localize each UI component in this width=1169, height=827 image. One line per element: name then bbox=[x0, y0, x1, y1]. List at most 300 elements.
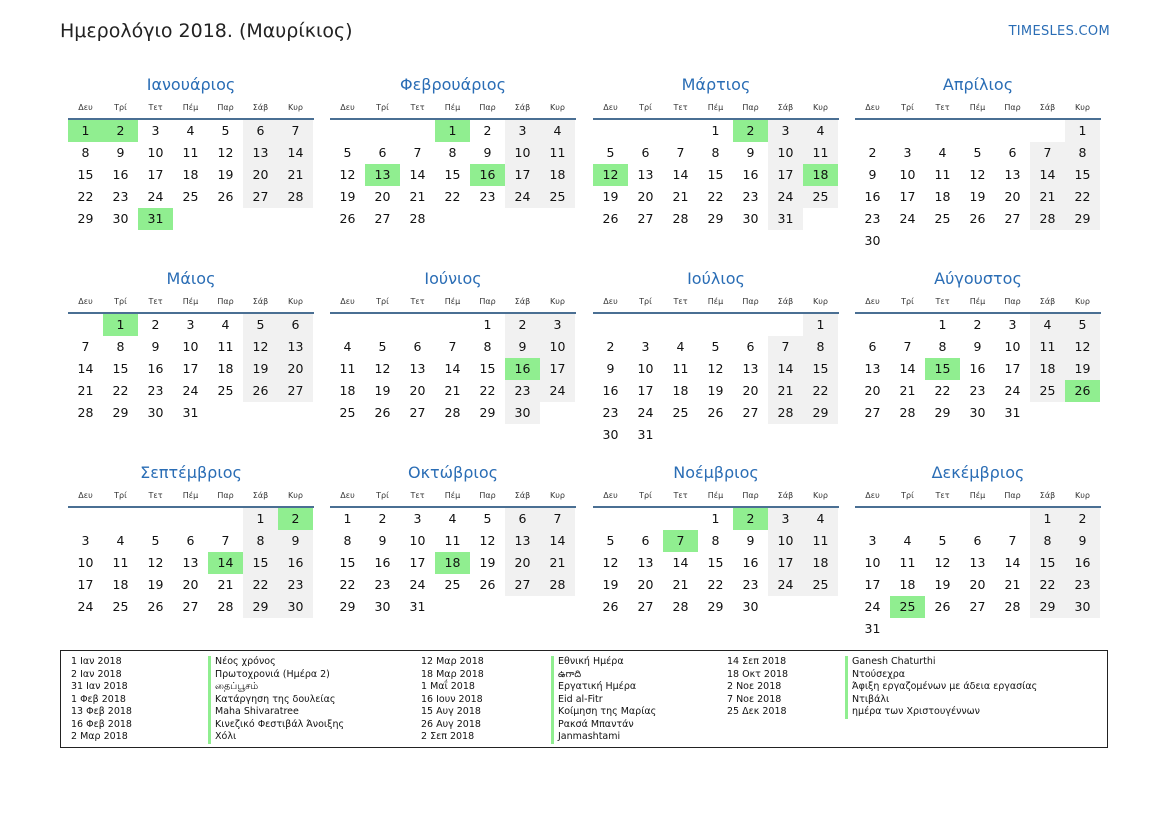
day-cell: 26 bbox=[147, 599, 164, 614]
weekday-label: Δευ bbox=[340, 491, 355, 500]
day-cell: 4 bbox=[343, 339, 352, 354]
day-cell: 5 bbox=[938, 533, 947, 548]
empty-day-cell bbox=[768, 424, 803, 446]
day-cell: 3 bbox=[151, 123, 160, 138]
day-cell: 16 bbox=[969, 361, 986, 376]
month-name: Νοέμβριος bbox=[673, 463, 759, 482]
weekend-day-cell: 6 bbox=[278, 314, 313, 336]
day-cell: 12 bbox=[969, 167, 986, 182]
weekday-label: Πέμ bbox=[707, 297, 724, 306]
weekend-day-cell: 8 bbox=[1030, 530, 1065, 552]
day-cell: 28 bbox=[77, 405, 94, 420]
day-cell: 8 bbox=[343, 533, 352, 548]
day-cell: 22 bbox=[339, 577, 356, 592]
day-cell: 8 bbox=[711, 145, 720, 160]
week-row bbox=[68, 164, 314, 186]
day-cell: 30 bbox=[969, 405, 986, 420]
month-days bbox=[855, 120, 1101, 252]
holiday-day-cell: 25 bbox=[890, 596, 925, 618]
weekday-label: Πέμ bbox=[969, 491, 986, 500]
weekend-day-cell: 6 bbox=[505, 508, 540, 530]
month-calendar bbox=[330, 460, 576, 618]
month-days bbox=[330, 314, 576, 424]
week-row bbox=[855, 552, 1101, 574]
empty-day-cell bbox=[173, 508, 208, 530]
day-cell: 14 bbox=[672, 555, 689, 570]
weekend-day-cell: 9 bbox=[278, 530, 313, 552]
empty-day-cell bbox=[208, 208, 243, 230]
day-cell: 14 bbox=[1004, 555, 1021, 570]
day-cell: 10 bbox=[637, 361, 654, 376]
weekend-day-cell: 14 bbox=[278, 142, 313, 164]
week-row bbox=[330, 552, 576, 574]
weekday-label: Κυρ bbox=[1075, 103, 1090, 112]
weekday-label: Παρ bbox=[479, 491, 496, 500]
holiday-name: Εθνική Ημέρα bbox=[551, 656, 656, 669]
day-cell: 12 bbox=[934, 555, 951, 570]
weekday-label: Δευ bbox=[865, 103, 880, 112]
week-row bbox=[855, 402, 1101, 424]
empty-day-cell bbox=[1065, 230, 1100, 252]
holiday-dates-col-2 bbox=[421, 656, 484, 744]
day-cell: 30 bbox=[112, 211, 129, 226]
day-cell: 16 bbox=[742, 167, 759, 182]
day-cell: 31 bbox=[1004, 405, 1021, 420]
empty-day-cell bbox=[890, 230, 925, 252]
empty-day-cell bbox=[733, 424, 768, 446]
holiday-date: 16 Φεβ 2018 bbox=[71, 718, 132, 730]
weekend-day-cell: 3 bbox=[505, 120, 540, 142]
holiday-date: 12 Μαρ 2018 bbox=[421, 656, 484, 667]
day-cell: 5 bbox=[606, 533, 615, 548]
day-cell: 24 bbox=[637, 405, 654, 420]
month-days bbox=[855, 508, 1101, 640]
empty-day-cell bbox=[435, 314, 470, 336]
day-cell: 27 bbox=[864, 405, 881, 420]
day-cell: 13 bbox=[1004, 167, 1021, 182]
weekend-day-cell: 13 bbox=[278, 336, 313, 358]
month-name: Φεβρουάριος bbox=[400, 75, 506, 94]
weekday-label: Σάβ bbox=[777, 491, 794, 500]
weekend-day-cell: 22 bbox=[1065, 186, 1100, 208]
day-cell: 23 bbox=[742, 577, 759, 592]
weekend-day-cell: 29 bbox=[243, 596, 278, 618]
weekday-label: Δευ bbox=[340, 103, 355, 112]
day-cell: 9 bbox=[746, 533, 755, 548]
weekday-label: Τετ bbox=[935, 103, 950, 112]
holiday-date: 15 Αυγ 2018 bbox=[421, 706, 481, 717]
empty-day-cell bbox=[1030, 618, 1065, 640]
holiday-list bbox=[60, 650, 1108, 748]
day-cell: 5 bbox=[151, 533, 160, 548]
day-cell: 24 bbox=[409, 577, 426, 592]
weekend-day-cell: 8 bbox=[243, 530, 278, 552]
day-cell: 27 bbox=[374, 211, 391, 226]
weekend-day-cell: 7 bbox=[540, 508, 575, 530]
holiday-date: 13 Φεβ 2018 bbox=[71, 706, 132, 717]
month-days bbox=[593, 508, 839, 618]
day-cell: 17 bbox=[637, 383, 654, 398]
month-days bbox=[855, 314, 1101, 424]
day-cell: 25 bbox=[339, 405, 356, 420]
month-calendar bbox=[593, 72, 839, 230]
week-row bbox=[68, 596, 314, 618]
holiday-day-cell: 16 bbox=[470, 164, 505, 186]
weekday-label: Πέμ bbox=[444, 103, 461, 112]
weekday-label: Δευ bbox=[865, 297, 880, 306]
weekday-label: Παρ bbox=[742, 103, 759, 112]
day-cell: 13 bbox=[742, 361, 759, 376]
day-cell: 3 bbox=[81, 533, 90, 548]
month-calendar bbox=[593, 266, 839, 446]
empty-day-cell bbox=[470, 208, 505, 230]
week-row bbox=[855, 618, 1101, 640]
holiday-name: Νέος χρόνος bbox=[208, 656, 344, 669]
day-cell: 6 bbox=[973, 533, 982, 548]
day-cell: 29 bbox=[112, 405, 129, 420]
week-row bbox=[593, 402, 839, 424]
day-cell: 23 bbox=[742, 189, 759, 204]
brand-link[interactable]: TIMESLES.COM bbox=[1008, 24, 1110, 39]
day-cell: 27 bbox=[637, 599, 654, 614]
weekday-label: Τρί bbox=[376, 491, 389, 500]
month-calendar bbox=[855, 72, 1101, 252]
weekday-label: Δευ bbox=[603, 103, 618, 112]
weekday-label: Κυρ bbox=[550, 103, 565, 112]
empty-day-cell bbox=[925, 508, 960, 530]
day-cell: 5 bbox=[221, 123, 230, 138]
holiday-name: Κινεζικό Φεστιβάλ Άνοιξης bbox=[208, 719, 344, 732]
day-cell: 13 bbox=[637, 167, 654, 182]
empty-day-cell bbox=[960, 120, 995, 142]
weekend-day-cell: 17 bbox=[540, 358, 575, 380]
day-cell: 27 bbox=[409, 405, 426, 420]
day-cell: 21 bbox=[217, 577, 234, 592]
day-cell: 20 bbox=[374, 189, 391, 204]
day-cell: 3 bbox=[868, 533, 877, 548]
week-row bbox=[855, 336, 1101, 358]
holiday-name: Ganesh Chaturthi bbox=[845, 656, 1037, 669]
day-cell: 10 bbox=[864, 555, 881, 570]
day-cell: 18 bbox=[217, 361, 234, 376]
week-row bbox=[593, 208, 839, 230]
weekend-day-cell: 15 bbox=[1030, 552, 1065, 574]
holiday-day-cell: 7 bbox=[663, 530, 698, 552]
weekend-day-cell: 23 bbox=[278, 574, 313, 596]
holiday-date: 2 Σεπ 2018 bbox=[421, 731, 475, 742]
weekday-header bbox=[593, 292, 839, 314]
month-name: Σεπτέμβριος bbox=[140, 463, 242, 482]
day-cell: 4 bbox=[221, 317, 230, 332]
weekend-day-cell: 1 bbox=[803, 314, 838, 336]
weekend-day-cell: 21 bbox=[278, 164, 313, 186]
weekday-label: Παρ bbox=[1004, 103, 1021, 112]
empty-day-cell bbox=[925, 230, 960, 252]
weekday-label: Σάβ bbox=[1039, 491, 1056, 500]
weekend-day-cell: 31 bbox=[768, 208, 803, 230]
empty-day-cell bbox=[540, 208, 575, 230]
day-cell: 25 bbox=[444, 577, 461, 592]
weekend-day-cell: 5 bbox=[1065, 314, 1100, 336]
day-cell: 1 bbox=[343, 511, 352, 526]
month-days bbox=[68, 120, 314, 230]
day-cell: 15 bbox=[444, 167, 461, 182]
weekend-day-cell: 25 bbox=[803, 186, 838, 208]
day-cell: 5 bbox=[973, 145, 982, 160]
day-cell: 11 bbox=[672, 361, 689, 376]
weekday-label: Παρ bbox=[217, 491, 234, 500]
weekday-header bbox=[68, 486, 314, 508]
weekend-day-cell: 1 bbox=[1030, 508, 1065, 530]
month-name: Δεκέμβριος bbox=[931, 463, 1025, 482]
empty-day-cell bbox=[243, 402, 278, 424]
empty-day-cell bbox=[330, 120, 365, 142]
day-cell: 16 bbox=[742, 555, 759, 570]
weekend-day-cell: 25 bbox=[803, 574, 838, 596]
day-cell: 6 bbox=[378, 145, 387, 160]
month-name: Απρίλιος bbox=[942, 75, 1014, 94]
weekday-label: Κυρ bbox=[813, 297, 828, 306]
week-row bbox=[593, 120, 839, 142]
day-cell: 20 bbox=[969, 577, 986, 592]
weekday-label: Τρί bbox=[901, 491, 914, 500]
day-cell: 16 bbox=[374, 555, 391, 570]
day-cell: 19 bbox=[969, 189, 986, 204]
holiday-day-cell: 2 bbox=[733, 120, 768, 142]
day-cell: 19 bbox=[602, 577, 619, 592]
day-cell: 11 bbox=[934, 167, 951, 182]
weekday-label: Τρί bbox=[114, 297, 127, 306]
month-days bbox=[330, 120, 576, 230]
day-cell: 28 bbox=[444, 405, 461, 420]
day-cell: 20 bbox=[182, 577, 199, 592]
empty-day-cell bbox=[890, 314, 925, 336]
day-cell: 7 bbox=[676, 145, 685, 160]
weekday-label: Παρ bbox=[479, 297, 496, 306]
empty-day-cell bbox=[68, 508, 103, 530]
day-cell: 3 bbox=[903, 145, 912, 160]
holiday-name: Maha Shivaratree bbox=[208, 706, 344, 719]
day-cell: 22 bbox=[479, 383, 496, 398]
weekday-label: Πέμ bbox=[182, 103, 199, 112]
empty-day-cell bbox=[540, 402, 575, 424]
week-row bbox=[68, 402, 314, 424]
weekend-day-cell: 4 bbox=[1030, 314, 1065, 336]
day-cell: 9 bbox=[606, 361, 615, 376]
week-row bbox=[330, 208, 576, 230]
day-cell: 26 bbox=[479, 577, 496, 592]
week-row bbox=[593, 314, 839, 336]
week-row bbox=[330, 508, 576, 530]
weekday-label: Κυρ bbox=[288, 491, 303, 500]
day-cell: 26 bbox=[934, 599, 951, 614]
day-cell: 18 bbox=[899, 577, 916, 592]
day-cell: 23 bbox=[864, 211, 881, 226]
weekday-label: Παρ bbox=[742, 491, 759, 500]
day-cell: 2 bbox=[606, 339, 615, 354]
day-cell: 22 bbox=[707, 577, 724, 592]
weekend-day-cell: 4 bbox=[803, 508, 838, 530]
day-cell: 30 bbox=[147, 405, 164, 420]
weekend-day-cell: 20 bbox=[278, 358, 313, 380]
weekday-label: Τρί bbox=[114, 103, 127, 112]
weekday-label: Παρ bbox=[1004, 491, 1021, 500]
weekend-day-cell: 7 bbox=[278, 120, 313, 142]
week-row bbox=[68, 552, 314, 574]
day-cell: 12 bbox=[707, 361, 724, 376]
weekend-day-cell: 24 bbox=[505, 186, 540, 208]
day-cell: 14 bbox=[672, 167, 689, 182]
weekday-label: Σάβ bbox=[777, 297, 794, 306]
week-row bbox=[68, 336, 314, 358]
weekend-day-cell: 19 bbox=[243, 358, 278, 380]
day-cell: 9 bbox=[378, 533, 387, 548]
holiday-day-cell: 26 bbox=[1065, 380, 1100, 402]
empty-day-cell bbox=[103, 508, 138, 530]
day-cell: 9 bbox=[868, 167, 877, 182]
empty-day-cell bbox=[435, 208, 470, 230]
holiday-date: 18 Οκτ 2018 bbox=[727, 668, 789, 680]
day-cell: 20 bbox=[864, 383, 881, 398]
day-cell: 25 bbox=[182, 189, 199, 204]
weekday-label: Πέμ bbox=[444, 491, 461, 500]
day-cell: 4 bbox=[116, 533, 125, 548]
day-cell: 12 bbox=[217, 145, 234, 160]
week-row bbox=[855, 186, 1101, 208]
day-cell: 9 bbox=[973, 339, 982, 354]
weekend-day-cell: 12 bbox=[1065, 336, 1100, 358]
day-cell: 5 bbox=[606, 145, 615, 160]
empty-day-cell bbox=[138, 508, 173, 530]
holiday-date: 2 Νοε 2018 bbox=[727, 681, 782, 692]
day-cell: 23 bbox=[147, 383, 164, 398]
holiday-dates-col-3 bbox=[727, 656, 788, 719]
week-row bbox=[330, 120, 576, 142]
weekday-label: Τρί bbox=[639, 491, 652, 500]
weekend-day-cell: 1 bbox=[1065, 120, 1100, 142]
day-cell: 14 bbox=[77, 361, 94, 376]
weekday-label: Κυρ bbox=[1075, 297, 1090, 306]
day-cell: 12 bbox=[147, 555, 164, 570]
month-calendar bbox=[330, 266, 576, 424]
day-cell: 28 bbox=[899, 405, 916, 420]
week-row bbox=[330, 530, 576, 552]
weekend-day-cell: 20 bbox=[243, 164, 278, 186]
day-cell: 12 bbox=[479, 533, 496, 548]
holiday-name: Janmashtami bbox=[551, 731, 656, 744]
weekday-label: Πέμ bbox=[182, 491, 199, 500]
empty-day-cell bbox=[593, 120, 628, 142]
day-cell: 13 bbox=[182, 555, 199, 570]
week-row bbox=[593, 530, 839, 552]
day-cell: 20 bbox=[742, 383, 759, 398]
week-row bbox=[330, 380, 576, 402]
weekend-day-cell: 7 bbox=[768, 336, 803, 358]
day-cell: 21 bbox=[77, 383, 94, 398]
weekend-day-cell: 23 bbox=[505, 380, 540, 402]
day-cell: 17 bbox=[182, 361, 199, 376]
empty-day-cell bbox=[1065, 402, 1100, 424]
weekday-label: Τετ bbox=[148, 103, 163, 112]
weekday-label: Κυρ bbox=[550, 297, 565, 306]
weekend-day-cell: 29 bbox=[803, 402, 838, 424]
weekend-day-cell: 20 bbox=[505, 552, 540, 574]
weekend-day-cell: 13 bbox=[505, 530, 540, 552]
weekend-day-cell: 30 bbox=[505, 402, 540, 424]
empty-day-cell bbox=[698, 314, 733, 336]
day-cell: 23 bbox=[112, 189, 129, 204]
day-cell: 30 bbox=[864, 233, 881, 248]
day-cell: 19 bbox=[217, 167, 234, 182]
day-cell: 23 bbox=[969, 383, 986, 398]
weekend-day-cell: 21 bbox=[540, 552, 575, 574]
empty-day-cell bbox=[960, 508, 995, 530]
day-cell: 21 bbox=[1004, 577, 1021, 592]
week-row bbox=[593, 380, 839, 402]
empty-day-cell bbox=[925, 618, 960, 640]
empty-day-cell bbox=[803, 424, 838, 446]
day-cell: 31 bbox=[637, 427, 654, 442]
holiday-day-cell: 31 bbox=[138, 208, 173, 230]
day-cell: 15 bbox=[479, 361, 496, 376]
day-cell: 31 bbox=[864, 621, 881, 636]
day-cell: 19 bbox=[339, 189, 356, 204]
day-cell: 5 bbox=[378, 339, 387, 354]
day-cell: 28 bbox=[1004, 599, 1021, 614]
weekday-label: Παρ bbox=[742, 297, 759, 306]
weekday-label: Τετ bbox=[410, 491, 425, 500]
day-cell: 14 bbox=[899, 361, 916, 376]
day-cell: 17 bbox=[864, 577, 881, 592]
month-name: Ιούνιος bbox=[424, 269, 482, 288]
day-cell: 11 bbox=[112, 555, 129, 570]
empty-day-cell bbox=[208, 402, 243, 424]
weekday-label: Σάβ bbox=[252, 491, 269, 500]
weekend-day-cell: 28 bbox=[768, 402, 803, 424]
month-name: Αύγουστος bbox=[934, 269, 1022, 288]
day-cell: 9 bbox=[746, 145, 755, 160]
week-row bbox=[855, 120, 1101, 142]
day-cell: 15 bbox=[77, 167, 94, 182]
month-name: Μάιος bbox=[166, 269, 216, 288]
day-cell: 13 bbox=[637, 555, 654, 570]
day-cell: 7 bbox=[81, 339, 90, 354]
day-cell: 29 bbox=[77, 211, 94, 226]
weekday-label: Πέμ bbox=[444, 297, 461, 306]
day-cell: 8 bbox=[81, 145, 90, 160]
weekday-label: Τρί bbox=[901, 103, 914, 112]
holiday-date: 1 Ιαν 2018 bbox=[71, 656, 122, 667]
day-cell: 24 bbox=[182, 383, 199, 398]
weekend-day-cell: 22 bbox=[1030, 574, 1065, 596]
day-cell: 3 bbox=[1008, 317, 1017, 332]
weekday-label: Τρί bbox=[639, 103, 652, 112]
day-cell: 2 bbox=[973, 317, 982, 332]
day-cell: 4 bbox=[186, 123, 195, 138]
day-cell: 8 bbox=[711, 533, 720, 548]
week-row bbox=[855, 574, 1101, 596]
weekend-day-cell: 28 bbox=[278, 186, 313, 208]
weekend-day-cell: 21 bbox=[768, 380, 803, 402]
weekend-day-cell: 21 bbox=[1030, 186, 1065, 208]
empty-day-cell bbox=[628, 314, 663, 336]
day-cell: 1 bbox=[483, 317, 492, 332]
day-cell: 29 bbox=[934, 405, 951, 420]
day-cell: 27 bbox=[637, 211, 654, 226]
weekend-day-cell: 27 bbox=[505, 574, 540, 596]
day-cell: 21 bbox=[672, 577, 689, 592]
empty-day-cell bbox=[208, 508, 243, 530]
